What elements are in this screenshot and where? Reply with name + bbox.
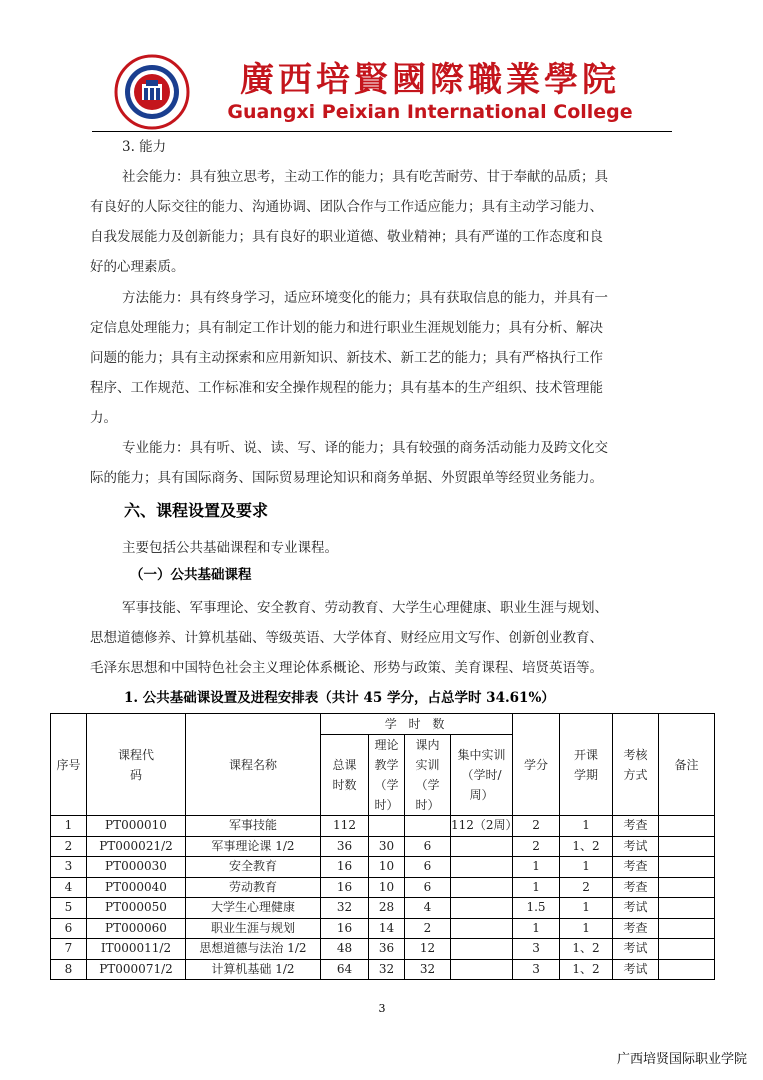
course-list-line: 思想道德修养、计算机基础、等级英语、大学体育、财经应用文写作、创新创业教育、 [90, 630, 603, 646]
cell-name: 思想道德与法治 1/2 [186, 939, 321, 960]
subsection-heading: （一）公共基础课程 [130, 567, 252, 583]
course-list-line: 军事技能、军事理论、安全教育、劳动教育、大学生心理健康、职业生涯与规划、 [122, 600, 608, 616]
cell-remark [659, 857, 715, 878]
cell-practice: 6 [405, 877, 451, 898]
cell-seq: 7 [51, 939, 87, 960]
section-heading: 六、课程设置及要求 [124, 501, 269, 520]
cell-theory [369, 816, 405, 837]
cell-seq: 4 [51, 877, 87, 898]
cell-remark [659, 959, 715, 980]
cell-code: PT000021/2 [87, 836, 186, 857]
cell-total: 16 [321, 918, 369, 939]
cell-theory: 32 [369, 959, 405, 980]
cell-intensive [451, 898, 513, 919]
cell-practice: 2 [405, 918, 451, 939]
cell-intensive [451, 836, 513, 857]
cell-semester: 1、2 [560, 836, 613, 857]
cell-assessment: 考试 [613, 939, 659, 960]
cell-remark [659, 918, 715, 939]
cell-semester: 1 [560, 918, 613, 939]
cell-total: 64 [321, 959, 369, 980]
cell-intensive: 112（2周） [451, 816, 513, 837]
cell-assessment: 考试 [613, 959, 659, 980]
cell-semester: 1、2 [560, 939, 613, 960]
social-ability-line: 好的心理素质。 [90, 259, 185, 275]
cell-practice: 4 [405, 898, 451, 919]
table-row [51, 918, 715, 939]
course-schedule-table [50, 713, 715, 980]
college-name-cn: 廣西培賢國際職業學院 [240, 60, 620, 100]
cell-total: 48 [321, 939, 369, 960]
cell-semester: 1 [560, 816, 613, 837]
table-row [51, 857, 715, 878]
table-row [51, 816, 715, 837]
cell-assessment: 考查 [613, 918, 659, 939]
cell-code: PT000071/2 [87, 959, 186, 980]
cell-intensive [451, 877, 513, 898]
cell-semester: 1 [560, 857, 613, 878]
cell-assessment: 考试 [613, 898, 659, 919]
cell-theory: 36 [369, 939, 405, 960]
cell-name: 安全教育 [186, 857, 321, 878]
cell-name: 劳动教育 [186, 877, 321, 898]
cell-name: 军事技能 [186, 816, 321, 837]
cell-practice: 32 [405, 959, 451, 980]
cell-name: 大学生心理健康 [186, 898, 321, 919]
cell-assessment: 考查 [613, 816, 659, 837]
cell-seq: 1 [51, 816, 87, 837]
social-ability-line: 有良好的人际交往的能力、沟通协调、团队合作与工作适应能力；具有主动学习能力、 [90, 199, 603, 215]
professional-ability-line: 际的能力；具有国际商务、国际贸易理论知识和商务单据、外贸跟单等经贸业务能力。 [90, 470, 603, 486]
cell-seq: 6 [51, 918, 87, 939]
table-header-row [51, 714, 715, 735]
header-banner [106, 54, 659, 130]
cell-credit: 1 [513, 857, 560, 878]
method-ability-line: 力。 [90, 410, 117, 426]
cell-remark [659, 816, 715, 837]
cell-theory: 28 [369, 898, 405, 919]
cell-semester: 1 [560, 898, 613, 919]
cell-remark [659, 898, 715, 919]
cell-remark [659, 836, 715, 857]
college-seal-icon [106, 54, 198, 130]
cell-credit: 3 [513, 939, 560, 960]
cell-intensive [451, 959, 513, 980]
header-code: 课程代码 [87, 714, 186, 816]
cell-code: PT000030 [87, 857, 186, 878]
cell-seq: 5 [51, 898, 87, 919]
cell-code: PT000010 [87, 816, 186, 837]
cell-code: PT000050 [87, 898, 186, 919]
professional-ability-line: 专业能力：具有听、说、读、写、译的能力；具有较强的商务活动能力及跨文化交 [122, 440, 608, 456]
cell-credit: 3 [513, 959, 560, 980]
table-row [51, 877, 715, 898]
cell-credit: 1 [513, 918, 560, 939]
cell-total: 36 [321, 836, 369, 857]
cell-intensive [451, 918, 513, 939]
cell-assessment: 考查 [613, 857, 659, 878]
method-ability-line: 定信息处理能力；具有制定工作计划的能力和进行职业生涯规划能力；具有分析、解决 [90, 320, 603, 336]
social-ability-line: 社会能力：具有独立思考，主动工作的能力；具有吃苦耐劳、甘于奉献的品质；具 [122, 169, 608, 185]
table-row [51, 939, 715, 960]
social-ability-line: 自我发展能力及创新能力；具有良好的职业道德、敬业精神；具有严谨的工作态度和良 [90, 229, 603, 245]
cell-total: 16 [321, 857, 369, 878]
cell-intensive [451, 939, 513, 960]
header-hours-group: 学 时 数 [321, 714, 513, 735]
cell-name: 军事理论课 1/2 [186, 836, 321, 857]
header-seq: 序号 [51, 714, 87, 816]
header-intensive-hours: 集中实训（学时/周） [451, 735, 513, 816]
cell-theory: 10 [369, 877, 405, 898]
cell-practice [405, 816, 451, 837]
cell-total: 32 [321, 898, 369, 919]
cell-theory: 14 [369, 918, 405, 939]
cell-total: 16 [321, 877, 369, 898]
method-ability-line: 问题的能力；具有主动探索和应用新知识、新技术、新工艺的能力；具有严格执行工作 [90, 350, 603, 366]
method-ability-line: 方法能力：具有终身学习，适应环境变化的能力；具有获取信息的能力，并具有一 [122, 290, 608, 306]
cell-assessment: 考查 [613, 877, 659, 898]
cell-credit: 2 [513, 836, 560, 857]
table-row [51, 836, 715, 857]
cell-seq: 2 [51, 836, 87, 857]
cell-theory: 10 [369, 857, 405, 878]
cell-assessment: 考试 [613, 836, 659, 857]
header-total-hours: 总课时数 [321, 735, 369, 816]
cell-intensive [451, 857, 513, 878]
cell-code: IT000011/2 [87, 939, 186, 960]
header-practice-hours: 课内实训（学时） [405, 735, 451, 816]
header-credit: 学分 [513, 714, 560, 816]
cell-credit: 2 [513, 816, 560, 837]
cell-remark [659, 877, 715, 898]
course-list-line: 毛泽东思想和中国特色社会主义理论体系概论、形势与政策、美育课程、培贤英语等。 [90, 660, 603, 676]
method-ability-line: 程序、工作规范、工作标准和安全操作规程的能力；具有基本的生产组织、技术管理能 [90, 380, 603, 396]
cell-code: PT000060 [87, 918, 186, 939]
college-names [202, 60, 658, 124]
header-divider [92, 131, 672, 132]
table-row [51, 898, 715, 919]
cell-semester: 2 [560, 877, 613, 898]
cell-credit: 1 [513, 877, 560, 898]
cell-seq: 3 [51, 857, 87, 878]
header-semester: 开课学期 [560, 714, 613, 816]
ability-title: 3. 能力 [122, 139, 167, 155]
cell-semester: 1、2 [560, 959, 613, 980]
cell-theory: 30 [369, 836, 405, 857]
cell-practice: 6 [405, 857, 451, 878]
cell-credit: 1.5 [513, 898, 560, 919]
header-remark: 备注 [659, 714, 715, 816]
cell-total: 112 [321, 816, 369, 837]
cell-name: 职业生涯与规划 [186, 918, 321, 939]
header-theory-hours: 理论教学（学时） [369, 735, 405, 816]
course-intro: 主要包括公共基础课程和专业课程。 [122, 540, 338, 556]
cell-code: PT000040 [87, 877, 186, 898]
header-name: 课程名称 [186, 714, 321, 816]
footer-brand: 广西培贤国际职业学院 [617, 1052, 748, 1067]
header-assessment: 考核方式 [613, 714, 659, 816]
page-number: 3 [378, 1002, 386, 1015]
cell-practice: 6 [405, 836, 451, 857]
cell-name: 计算机基础 1/2 [186, 959, 321, 980]
college-name-en: Guangxi Peixian International College [227, 101, 633, 123]
table-title: 1. 公共基础课设置及进程安排表（共计 45 学分，占总学时 34.61%） [124, 690, 555, 706]
table-row [51, 959, 715, 980]
cell-seq: 8 [51, 959, 87, 980]
cell-remark [659, 939, 715, 960]
cell-practice: 12 [405, 939, 451, 960]
